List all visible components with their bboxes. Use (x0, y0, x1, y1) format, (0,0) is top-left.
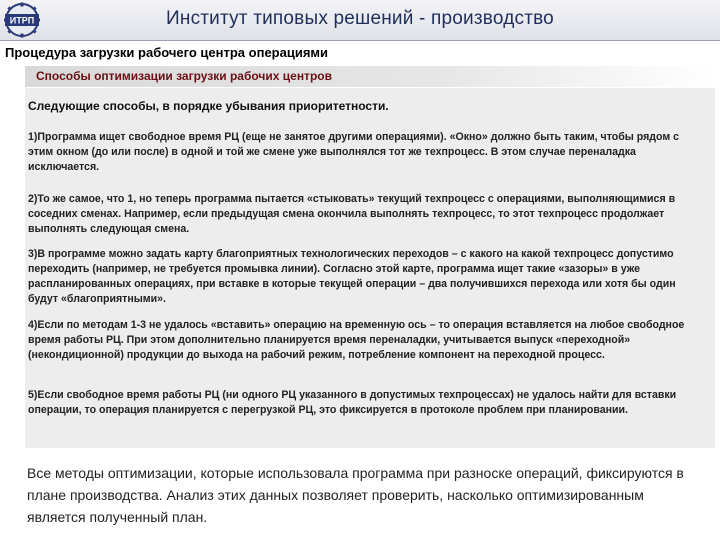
method-item-2: 2)То же самое, что 1, но теперь программа пытается «стыковать» текущий техпроцесс с операциями, выполняющимися в соседних сменах. Например, если предыдущая смена окончила выполнять техпроцесс, то этот техпроцесс продолжает выполнять следующая смена. (28, 193, 676, 235)
methods-panel (25, 88, 715, 448)
page-title: Институт типовых решений - производство (166, 8, 554, 29)
header-divider (0, 40, 720, 41)
method-item-1: 1)Программа ищет свободное время РЦ (еще не занятое другими операциями). «Окно» должно быть таким, чтобы рядом с этим окном (до или после) в одной и той же смене уже выполнялся тот же техпроцесс. В этом случае переналадка исключается. (28, 131, 679, 173)
section-title: Процедура загрузки рабочего центра операциями (5, 45, 329, 60)
summary-text: Все методы оптимизации, которые использовала программа при разноске операций, фиксируются в плане производства. Анализ этих данных позволяет проверить, насколько оптимизированным является полученный план. (27, 465, 684, 525)
method-item-4: 4)Если по методам 1-3 не удалось «вставить» операцию на временную ось – то операция вставляется на любое свободное время работы РЦ. При этом дополнительно планируется время переналадки, учитывается выпуск «переходной» (некондиционной) продукции до выхода на рабочий режим, потребление компонент на переходной процесс. (28, 319, 685, 361)
logo-text: ИТРП (9, 15, 35, 26)
subsection-title: Способы оптимизации загрузки рабочих центров (36, 69, 332, 83)
method-item-5: 5)Если свободное время работы РЦ (ни одного РЦ указанного в допустимых техпроцессах) не удалось найти для вставки операции, то операция планируется с перегрузкой РЦ, это фиксируется в протоколе проблем при планировании. (28, 389, 677, 416)
subsection-banner (25, 66, 715, 87)
header-bar (0, 0, 720, 40)
methods-intro: Следующие способы, в порядке убывания приоритетности. (28, 99, 389, 113)
method-item-3: 3)В программе можно задать карту благоприятных технологических переходов – с какого на какой техпроцесс допустимо переходить (например, не требуется промывка линии). Согласно этой карте, программа ищет такие «зазоры» в уже распланированных операциях, при вставке в которые текущей операции – два получившихся перехода или хотя бы один будут «благоприятными». (28, 248, 676, 305)
